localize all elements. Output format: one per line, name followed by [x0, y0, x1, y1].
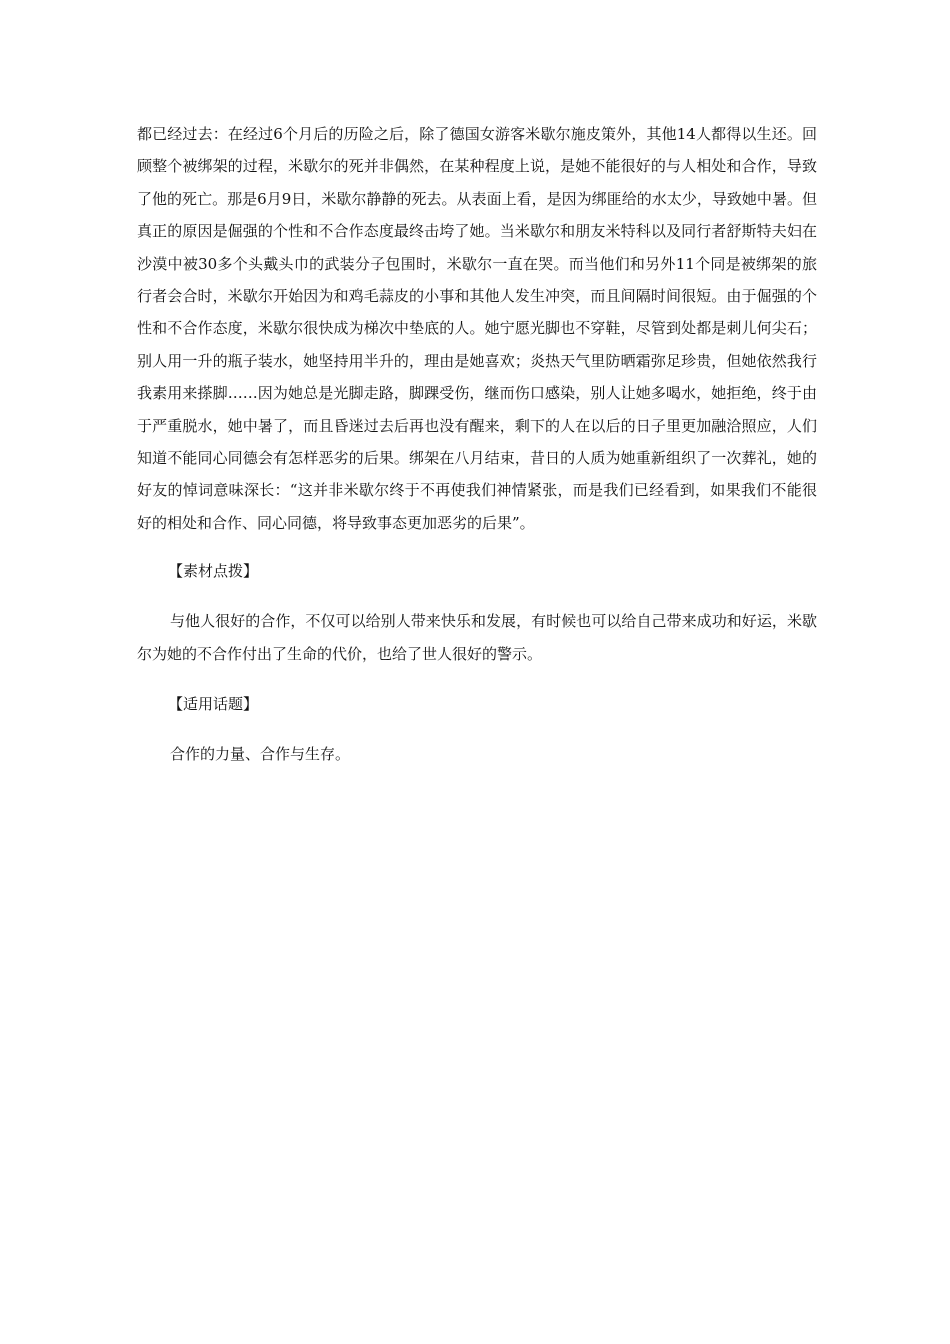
topics-heading: 【适用话题】 — [168, 695, 259, 714]
topics-paragraph: 合作的力量、合作与生存。 — [170, 745, 351, 764]
document-body — [137, 118, 817, 771]
story-paragraph: 都已经过去：在经过6个月后的历险之后，除了德国女游客米歇尔施皮策外，其他14人都得以生还。回顾整个被绑架的过程，米歇尔的死并非偶然，在某种程度上说，是她不能很好的与人相处和合作，导致了他的死亡。那是6月9日，米歇尔静静的死去。从表面上看，是因为绑匪给的水太少，导致她中暑。但真正的原因是倔强的个性和不合作态度最终击垮了她。当米歇尔和朋友米特科以及同行者舒斯特夫妇在沙漠中被30多个头戴头巾的武装分子包围时，米歇尔一直在哭。而当他们和另外11个同是被绑架的旅行者会合时，米歇尔开始因为和鸡毛蒜皮的小事和其他人发生冲突，而且间隔时间很短。由于倔强的个性和不合作态度，米歇尔很快成为梯次中垫底的人。她宁愿光脚也不穿鞋，尽管到处都是刺儿何尖石；别人用一升的瓶子装水，她坚持用半升的，理由是她喜欢；炎热天气里防晒霜弥足珍贵，但她依然我行我素用来搽脚……因为她总是光脚走路，脚踝受伤，继而伤口感染，别人让她多喝水，她拒绝，终于由于严重脱水，她中暑了，而且昏迷过去后再也没有醒来，剩下的人在以后的日子里更加融洽照应，人们知道不能同心同德会有怎样恶劣的后果。绑架在八月结束，昔日的人质为她重新组织了一次葬礼，她的好友的悼词意味深长：“这并非米歇尔终于不再使我们神情紧张，而是我们已经看到，如果我们不能很好的相处和合作、同心同德，将导致事态更加恶劣的后果”。 — [137, 125, 817, 532]
material-heading: 【素材点拨】 — [168, 562, 259, 581]
material-paragraph: 与他人很好的合作，不仅可以给别人带来快乐和发展，有时候也可以给自己带来成功和好运，米歇尔为她的不合作付出了生命的代价，也给了世人很好的警示。 — [137, 612, 817, 663]
